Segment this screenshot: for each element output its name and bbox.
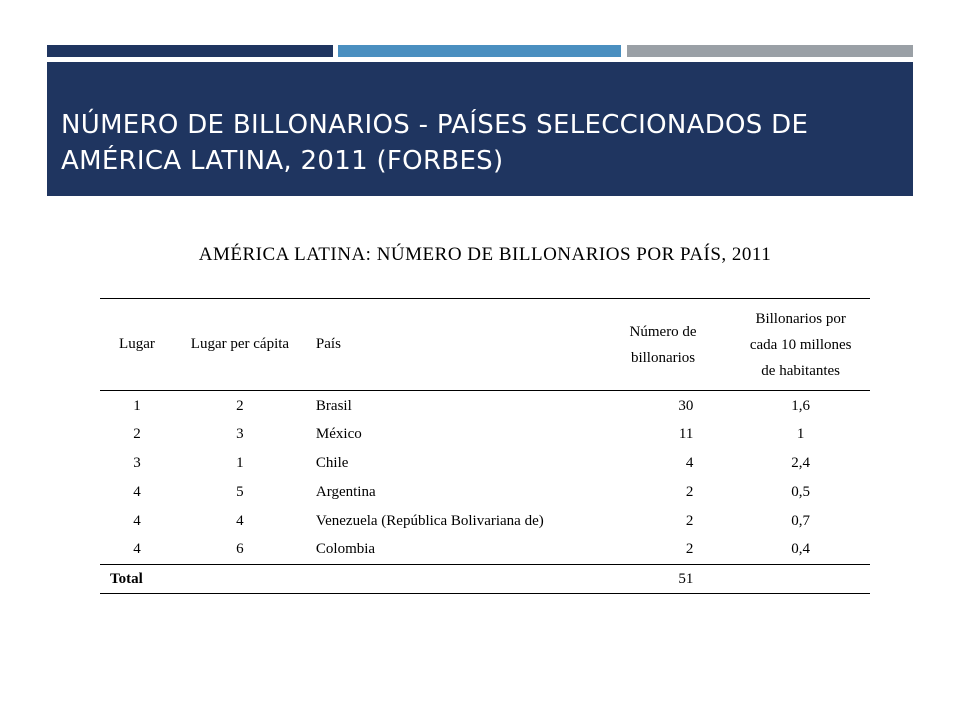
cell-lugar: 2	[133, 425, 141, 442]
cell-numero: 2	[685, 541, 694, 558]
cell-numero: 11	[678, 425, 694, 442]
header-numero-billonarios	[595, 299, 732, 391]
cell-pais: México	[315, 425, 362, 442]
accent-bar-blue	[338, 45, 621, 57]
total-empty-cell	[731, 565, 870, 594]
cell-lugar-per-capita: 6	[236, 541, 244, 558]
cell-numero: 4	[685, 454, 694, 471]
header-lugar-per-capita: Lugar per cápita	[174, 299, 306, 391]
cell-lugar: 4	[133, 483, 141, 500]
cell-por-10m: 0,4	[791, 541, 811, 558]
header-billonarios-por-10m	[731, 299, 870, 391]
cell-numero: 2	[685, 483, 694, 500]
slide-header	[47, 62, 913, 196]
table-row	[100, 536, 870, 565]
total-row	[100, 565, 870, 594]
cell-lugar: 4	[133, 541, 141, 558]
header-numero-line: Número de	[629, 323, 697, 340]
total-empty-cell	[306, 565, 595, 594]
cell-numero: 2	[685, 512, 694, 529]
table-row	[100, 507, 870, 536]
table-row	[100, 449, 870, 478]
cell-por-10m: 2,4	[791, 454, 811, 471]
header-billonarios-line: cada 10 millones	[749, 336, 852, 353]
total-label: Total	[100, 565, 174, 594]
header-lugar: Lugar	[100, 299, 174, 391]
cell-por-10m: 1,6	[791, 397, 811, 414]
slide-title: NÚMERO DE BILLONARIOS - PAÍSES SELECCIONADOS DE AMÉRICA LATINA, 2011 (FORBES)	[61, 110, 809, 176]
cell-pais: Argentina	[315, 483, 376, 500]
cell-lugar-per-capita: 5	[236, 483, 244, 500]
cell-lugar: 1	[133, 397, 141, 414]
cell-pais: Venezuela (República Bolivariana de)	[315, 512, 544, 529]
cell-pais: Brasil	[315, 397, 352, 414]
billionaires-table	[100, 298, 870, 594]
cell-lugar-per-capita: 2	[236, 397, 244, 414]
header-billonarios-line: Billonarios por	[755, 310, 846, 327]
total-numero: 51	[595, 565, 732, 594]
header-billonarios-line: de habitantes	[761, 362, 841, 379]
cell-por-10m: 0,5	[791, 483, 811, 500]
table-header-row	[100, 299, 870, 391]
header-pais: País	[306, 299, 595, 391]
cell-lugar: 3	[133, 454, 141, 471]
accent-bar-dark	[47, 45, 333, 57]
cell-lugar-per-capita: 3	[236, 425, 244, 442]
cell-lugar-per-capita: 1	[236, 454, 244, 471]
cell-pais: Chile	[315, 454, 349, 471]
cell-lugar: 4	[133, 512, 141, 529]
table-row	[100, 420, 870, 449]
accent-bar-gray	[627, 45, 913, 57]
table-row	[100, 391, 870, 420]
cell-pais: Colombia	[315, 541, 376, 558]
header-numero-line: billonarios	[630, 349, 696, 366]
cell-por-10m: 0,7	[791, 512, 811, 529]
table-row	[100, 478, 870, 507]
total-empty-cell	[174, 565, 306, 594]
table-title: AMÉRICA LATINA: NÚMERO DE BILLONARIOS POR PAÍS, 2011	[198, 244, 772, 265]
cell-lugar-per-capita: 4	[236, 512, 244, 529]
cell-numero: 30	[678, 397, 694, 414]
cell-por-10m: 1	[796, 425, 805, 442]
